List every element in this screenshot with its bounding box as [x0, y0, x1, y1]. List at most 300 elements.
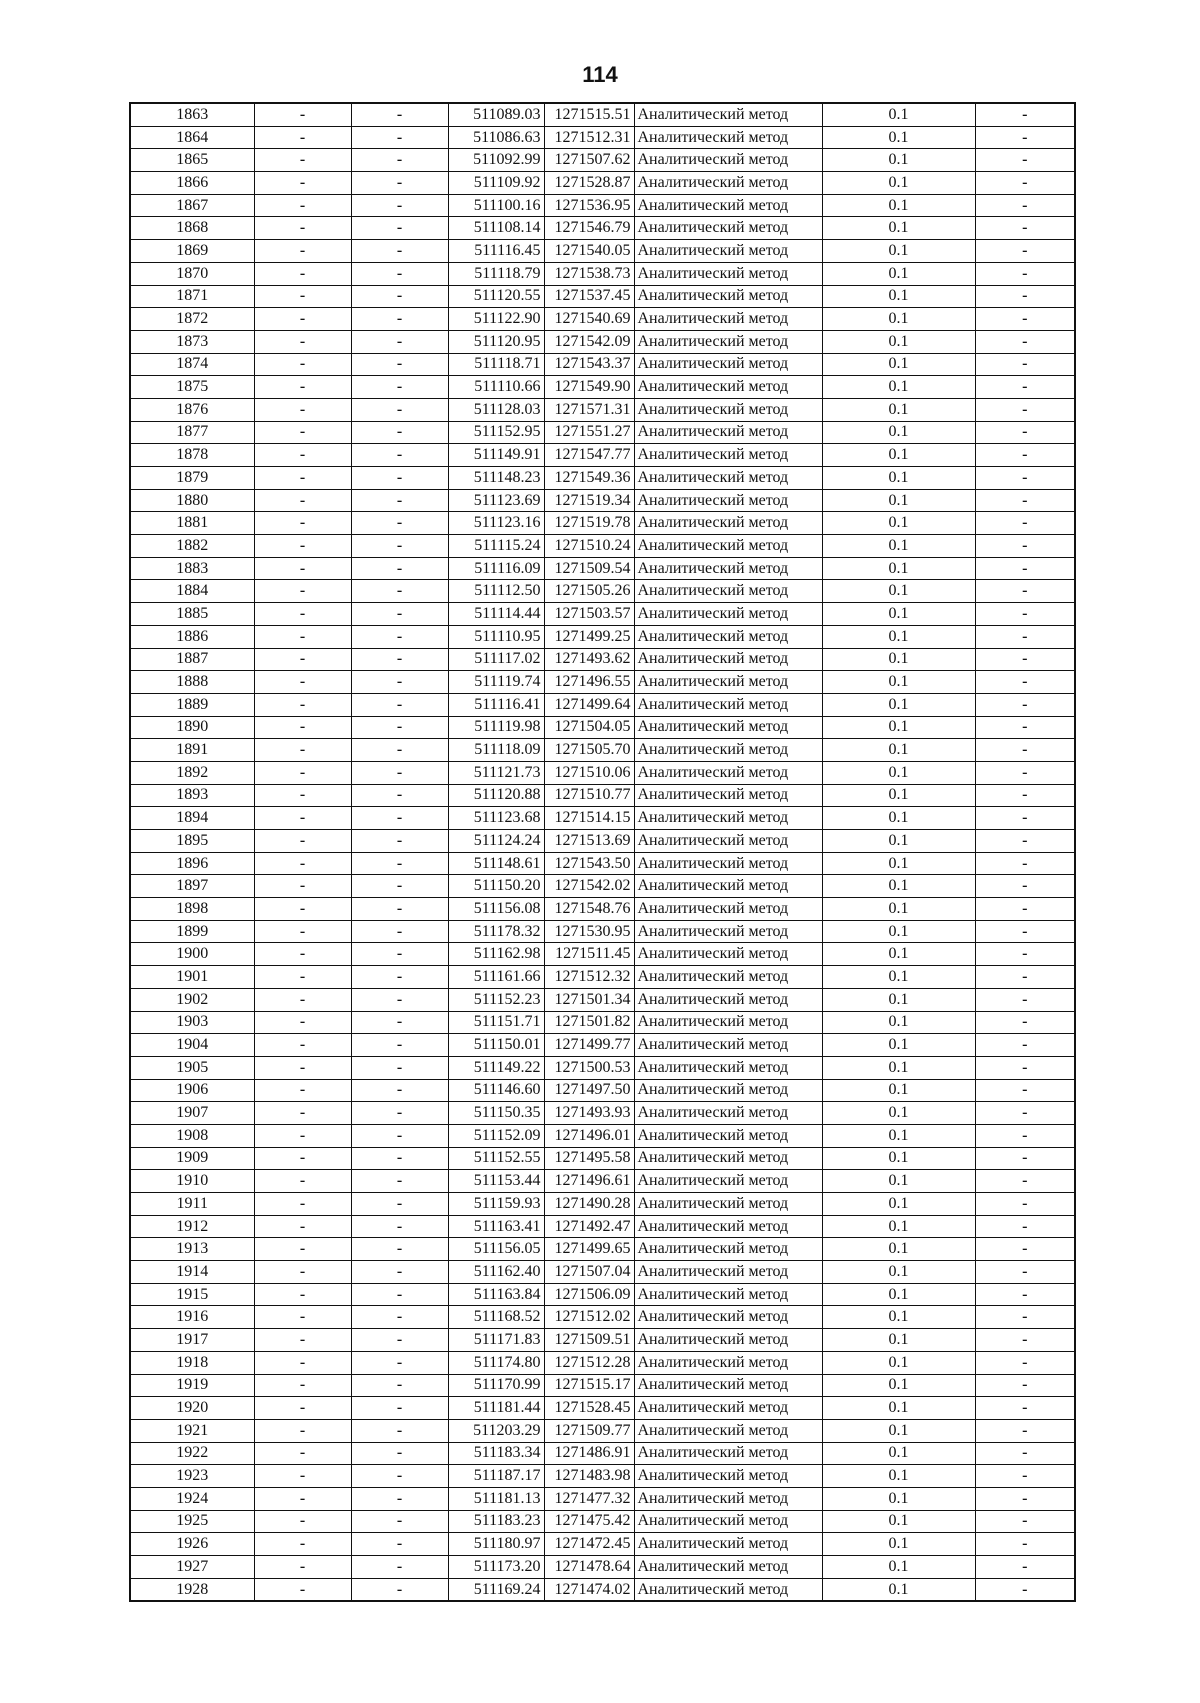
point-number-cell: 1924: [130, 1487, 254, 1510]
accuracy-cell: 0.1: [822, 240, 975, 263]
empty-cell-a: -: [254, 172, 351, 195]
accuracy-cell: 0.1: [822, 421, 975, 444]
y-coordinate-cell: 1271512.31: [544, 126, 634, 149]
y-coordinate-cell: 1271549.90: [544, 376, 634, 399]
table-row: [130, 194, 1075, 217]
empty-cell-c: -: [975, 1283, 1075, 1306]
y-coordinate-cell: 1271500.53: [544, 1056, 634, 1079]
point-number-cell: 1869: [130, 240, 254, 263]
point-number-cell: 1902: [130, 988, 254, 1011]
method-cell: Аналитический метод: [634, 988, 822, 1011]
table-row: [130, 285, 1075, 308]
table-row: [130, 716, 1075, 739]
empty-cell-a: -: [254, 648, 351, 671]
point-number-cell: 1926: [130, 1533, 254, 1556]
y-coordinate-cell: 1271477.32: [544, 1487, 634, 1510]
y-coordinate-cell: 1271549.36: [544, 467, 634, 490]
x-coordinate-cell: 511152.09: [448, 1124, 544, 1147]
method-cell: Аналитический метод: [634, 1465, 822, 1488]
empty-cell-c: -: [975, 1374, 1075, 1397]
accuracy-cell: 0.1: [822, 1578, 975, 1601]
empty-cell-c: -: [975, 625, 1075, 648]
empty-cell-b: -: [351, 512, 448, 535]
x-coordinate-cell: 511121.73: [448, 761, 544, 784]
empty-cell-a: -: [254, 467, 351, 490]
empty-cell-c: -: [975, 421, 1075, 444]
table-row: [130, 1465, 1075, 1488]
table-row: [130, 103, 1075, 126]
empty-cell-c: -: [975, 1238, 1075, 1261]
x-coordinate-cell: 511116.09: [448, 557, 544, 580]
point-number-cell: 1873: [130, 330, 254, 353]
method-cell: Аналитический метод: [634, 1556, 822, 1579]
method-cell: Аналитический метод: [634, 739, 822, 762]
table-row: [130, 807, 1075, 830]
method-cell: Аналитический метод: [634, 943, 822, 966]
point-number-cell: 1865: [130, 149, 254, 172]
x-coordinate-cell: 511114.44: [448, 603, 544, 626]
point-number-cell: 1925: [130, 1510, 254, 1533]
empty-cell-c: -: [975, 1442, 1075, 1465]
point-number-cell: 1908: [130, 1124, 254, 1147]
x-coordinate-cell: 511171.83: [448, 1329, 544, 1352]
point-number-cell: 1896: [130, 852, 254, 875]
y-coordinate-cell: 1271504.05: [544, 716, 634, 739]
empty-cell-c: -: [975, 1351, 1075, 1374]
empty-cell-a: -: [254, 512, 351, 535]
x-coordinate-cell: 511086.63: [448, 126, 544, 149]
accuracy-cell: 0.1: [822, 830, 975, 853]
y-coordinate-cell: 1271513.69: [544, 830, 634, 853]
empty-cell-c: -: [975, 398, 1075, 421]
accuracy-cell: 0.1: [822, 172, 975, 195]
accuracy-cell: 0.1: [822, 693, 975, 716]
y-coordinate-cell: 1271509.54: [544, 557, 634, 580]
method-cell: Аналитический метод: [634, 103, 822, 126]
method-cell: Аналитический метод: [634, 557, 822, 580]
point-number-cell: 1888: [130, 671, 254, 694]
empty-cell-a: -: [254, 353, 351, 376]
empty-cell-a: -: [254, 240, 351, 263]
point-number-cell: 1882: [130, 535, 254, 558]
empty-cell-c: -: [975, 580, 1075, 603]
empty-cell-c: -: [975, 807, 1075, 830]
empty-cell-a: -: [254, 1238, 351, 1261]
empty-cell-c: -: [975, 1578, 1075, 1601]
empty-cell-c: -: [975, 1419, 1075, 1442]
y-coordinate-cell: 1271493.62: [544, 648, 634, 671]
accuracy-cell: 0.1: [822, 1079, 975, 1102]
accuracy-cell: 0.1: [822, 557, 975, 580]
empty-cell-a: -: [254, 444, 351, 467]
method-cell: Аналитический метод: [634, 625, 822, 648]
empty-cell-b: -: [351, 444, 448, 467]
empty-cell-a: -: [254, 1533, 351, 1556]
y-coordinate-cell: 1271543.50: [544, 852, 634, 875]
empty-cell-c: -: [975, 1034, 1075, 1057]
method-cell: Аналитический метод: [634, 830, 822, 853]
empty-cell-b: -: [351, 1487, 448, 1510]
point-number-cell: 1889: [130, 693, 254, 716]
empty-cell-a: -: [254, 807, 351, 830]
point-number-cell: 1890: [130, 716, 254, 739]
empty-cell-a: -: [254, 149, 351, 172]
empty-cell-c: -: [975, 103, 1075, 126]
x-coordinate-cell: 511110.95: [448, 625, 544, 648]
empty-cell-a: -: [254, 966, 351, 989]
accuracy-cell: 0.1: [822, 512, 975, 535]
table-row: [130, 1419, 1075, 1442]
y-coordinate-cell: 1271510.06: [544, 761, 634, 784]
table-row: [130, 966, 1075, 989]
empty-cell-b: -: [351, 761, 448, 784]
empty-cell-a: -: [254, 943, 351, 966]
empty-cell-a: -: [254, 489, 351, 512]
empty-cell-b: -: [351, 1442, 448, 1465]
y-coordinate-cell: 1271537.45: [544, 285, 634, 308]
accuracy-cell: 0.1: [822, 535, 975, 558]
table-row: [130, 535, 1075, 558]
y-coordinate-cell: 1271519.78: [544, 512, 634, 535]
y-coordinate-cell: 1271490.28: [544, 1193, 634, 1216]
table-row: [130, 625, 1075, 648]
y-coordinate-cell: 1271474.02: [544, 1578, 634, 1601]
x-coordinate-cell: 511110.66: [448, 376, 544, 399]
x-coordinate-cell: 511159.93: [448, 1193, 544, 1216]
y-coordinate-cell: 1271510.77: [544, 784, 634, 807]
point-number-cell: 1899: [130, 920, 254, 943]
empty-cell-b: -: [351, 1306, 448, 1329]
method-cell: Аналитический метод: [634, 421, 822, 444]
empty-cell-b: -: [351, 1124, 448, 1147]
accuracy-cell: 0.1: [822, 1397, 975, 1420]
y-coordinate-cell: 1271496.55: [544, 671, 634, 694]
table-row: [130, 920, 1075, 943]
empty-cell-a: -: [254, 1170, 351, 1193]
empty-cell-b: -: [351, 716, 448, 739]
empty-cell-b: -: [351, 603, 448, 626]
table-row: [130, 1533, 1075, 1556]
table-row: [130, 1556, 1075, 1579]
point-number-cell: 1892: [130, 761, 254, 784]
empty-cell-b: -: [351, 671, 448, 694]
point-number-cell: 1881: [130, 512, 254, 535]
table-row: [130, 1261, 1075, 1284]
method-cell: Аналитический метод: [634, 603, 822, 626]
y-coordinate-cell: 1271495.58: [544, 1147, 634, 1170]
empty-cell-a: -: [254, 308, 351, 331]
empty-cell-a: -: [254, 398, 351, 421]
empty-cell-b: -: [351, 1533, 448, 1556]
y-coordinate-cell: 1271499.25: [544, 625, 634, 648]
empty-cell-b: -: [351, 1510, 448, 1533]
y-coordinate-cell: 1271486.91: [544, 1442, 634, 1465]
point-number-cell: 1876: [130, 398, 254, 421]
x-coordinate-cell: 511116.45: [448, 240, 544, 263]
table-row: [130, 603, 1075, 626]
table-row: [130, 988, 1075, 1011]
x-coordinate-cell: 511149.91: [448, 444, 544, 467]
empty-cell-a: -: [254, 875, 351, 898]
method-cell: Аналитический метод: [634, 126, 822, 149]
empty-cell-a: -: [254, 1056, 351, 1079]
x-coordinate-cell: 511150.35: [448, 1102, 544, 1125]
point-number-cell: 1874: [130, 353, 254, 376]
accuracy-cell: 0.1: [822, 988, 975, 1011]
table-row: [130, 489, 1075, 512]
table-row: [130, 648, 1075, 671]
point-number-cell: 1909: [130, 1147, 254, 1170]
empty-cell-a: -: [254, 1419, 351, 1442]
empty-cell-a: -: [254, 1578, 351, 1601]
y-coordinate-cell: 1271499.65: [544, 1238, 634, 1261]
empty-cell-a: -: [254, 1079, 351, 1102]
empty-cell-c: -: [975, 966, 1075, 989]
empty-cell-c: -: [975, 557, 1075, 580]
x-coordinate-cell: 511156.05: [448, 1238, 544, 1261]
point-number-cell: 1919: [130, 1374, 254, 1397]
empty-cell-b: -: [351, 194, 448, 217]
empty-cell-a: -: [254, 1329, 351, 1352]
empty-cell-b: -: [351, 1193, 448, 1216]
empty-cell-c: -: [975, 535, 1075, 558]
method-cell: Аналитический метод: [634, 1578, 822, 1601]
table-row: [130, 761, 1075, 784]
point-number-cell: 1894: [130, 807, 254, 830]
point-number-cell: 1871: [130, 285, 254, 308]
y-coordinate-cell: 1271512.28: [544, 1351, 634, 1374]
y-coordinate-cell: 1271501.82: [544, 1011, 634, 1034]
method-cell: Аналитический метод: [634, 1170, 822, 1193]
method-cell: Аналитический метод: [634, 512, 822, 535]
empty-cell-c: -: [975, 671, 1075, 694]
accuracy-cell: 0.1: [822, 467, 975, 490]
point-number-cell: 1880: [130, 489, 254, 512]
accuracy-cell: 0.1: [822, 1124, 975, 1147]
point-number-cell: 1887: [130, 648, 254, 671]
table-row: [130, 1193, 1075, 1216]
accuracy-cell: 0.1: [822, 1419, 975, 1442]
empty-cell-c: -: [975, 240, 1075, 263]
empty-cell-c: -: [975, 1056, 1075, 1079]
empty-cell-a: -: [254, 285, 351, 308]
y-coordinate-cell: 1271571.31: [544, 398, 634, 421]
empty-cell-b: -: [351, 1374, 448, 1397]
y-coordinate-cell: 1271478.64: [544, 1556, 634, 1579]
x-coordinate-cell: 511161.66: [448, 966, 544, 989]
empty-cell-c: -: [975, 172, 1075, 195]
y-coordinate-cell: 1271547.77: [544, 444, 634, 467]
point-number-cell: 1875: [130, 376, 254, 399]
empty-cell-a: -: [254, 1374, 351, 1397]
point-number-cell: 1917: [130, 1329, 254, 1352]
accuracy-cell: 0.1: [822, 489, 975, 512]
empty-cell-c: -: [975, 852, 1075, 875]
method-cell: Аналитический метод: [634, 671, 822, 694]
empty-cell-b: -: [351, 580, 448, 603]
table-row: [130, 1442, 1075, 1465]
accuracy-cell: 0.1: [822, 126, 975, 149]
table-row: [130, 444, 1075, 467]
empty-cell-a: -: [254, 1487, 351, 1510]
empty-cell-c: -: [975, 1465, 1075, 1488]
empty-cell-b: -: [351, 240, 448, 263]
x-coordinate-cell: 511124.24: [448, 830, 544, 853]
accuracy-cell: 0.1: [822, 1351, 975, 1374]
accuracy-cell: 0.1: [822, 1533, 975, 1556]
empty-cell-a: -: [254, 535, 351, 558]
accuracy-cell: 0.1: [822, 1374, 975, 1397]
method-cell: Аналитический метод: [634, 353, 822, 376]
empty-cell-a: -: [254, 603, 351, 626]
empty-cell-a: -: [254, 1556, 351, 1579]
empty-cell-b: -: [351, 398, 448, 421]
accuracy-cell: 0.1: [822, 966, 975, 989]
x-coordinate-cell: 511120.95: [448, 330, 544, 353]
method-cell: Аналитический метод: [634, 1056, 822, 1079]
x-coordinate-cell: 511156.08: [448, 898, 544, 921]
empty-cell-b: -: [351, 535, 448, 558]
y-coordinate-cell: 1271512.02: [544, 1306, 634, 1329]
empty-cell-a: -: [254, 262, 351, 285]
empty-cell-b: -: [351, 625, 448, 648]
table-row: [130, 1283, 1075, 1306]
point-number-cell: 1907: [130, 1102, 254, 1125]
empty-cell-c: -: [975, 1487, 1075, 1510]
table-row: [130, 557, 1075, 580]
x-coordinate-cell: 511149.22: [448, 1056, 544, 1079]
method-cell: Аналитический метод: [634, 1124, 822, 1147]
y-coordinate-cell: 1271546.79: [544, 217, 634, 240]
table-row: [130, 671, 1075, 694]
empty-cell-b: -: [351, 1261, 448, 1284]
point-number-cell: 1911: [130, 1193, 254, 1216]
table-row: [130, 580, 1075, 603]
table-row: [130, 1374, 1075, 1397]
empty-cell-b: -: [351, 467, 448, 490]
x-coordinate-cell: 511180.97: [448, 1533, 544, 1556]
method-cell: Аналитический метод: [634, 1215, 822, 1238]
accuracy-cell: 0.1: [822, 1306, 975, 1329]
accuracy-cell: 0.1: [822, 603, 975, 626]
method-cell: Аналитический метод: [634, 535, 822, 558]
empty-cell-c: -: [975, 1079, 1075, 1102]
x-coordinate-cell: 511153.44: [448, 1170, 544, 1193]
empty-cell-a: -: [254, 739, 351, 762]
accuracy-cell: 0.1: [822, 1011, 975, 1034]
empty-cell-b: -: [351, 739, 448, 762]
empty-cell-c: -: [975, 308, 1075, 331]
x-coordinate-cell: 511100.16: [448, 194, 544, 217]
empty-cell-b: -: [351, 1283, 448, 1306]
method-cell: Аналитический метод: [634, 761, 822, 784]
empty-cell-b: -: [351, 943, 448, 966]
method-cell: Аналитический метод: [634, 716, 822, 739]
method-cell: Аналитический метод: [634, 807, 822, 830]
empty-cell-c: -: [975, 149, 1075, 172]
table-row: [130, 1034, 1075, 1057]
x-coordinate-cell: 511118.09: [448, 739, 544, 762]
method-cell: Аналитический метод: [634, 1442, 822, 1465]
accuracy-cell: 0.1: [822, 353, 975, 376]
empty-cell-a: -: [254, 1510, 351, 1533]
method-cell: Аналитический метод: [634, 194, 822, 217]
table-row: [130, 739, 1075, 762]
accuracy-cell: 0.1: [822, 716, 975, 739]
empty-cell-b: -: [351, 1215, 448, 1238]
method-cell: Аналитический метод: [634, 875, 822, 898]
point-number-cell: 1922: [130, 1442, 254, 1465]
empty-cell-b: -: [351, 875, 448, 898]
empty-cell-b: -: [351, 308, 448, 331]
accuracy-cell: 0.1: [822, 1238, 975, 1261]
empty-cell-c: -: [975, 784, 1075, 807]
empty-cell-c: -: [975, 1397, 1075, 1420]
empty-cell-b: -: [351, 1465, 448, 1488]
accuracy-cell: 0.1: [822, 217, 975, 240]
method-cell: Аналитический метод: [634, 920, 822, 943]
x-coordinate-cell: 511181.44: [448, 1397, 544, 1420]
x-coordinate-cell: 511152.95: [448, 421, 544, 444]
table-row: [130, 149, 1075, 172]
empty-cell-c: -: [975, 761, 1075, 784]
y-coordinate-cell: 1271472.45: [544, 1533, 634, 1556]
table-row: [130, 898, 1075, 921]
empty-cell-b: -: [351, 1556, 448, 1579]
empty-cell-c: -: [975, 489, 1075, 512]
coordinates-table: [129, 102, 1076, 1602]
method-cell: Аналитический метод: [634, 330, 822, 353]
y-coordinate-cell: 1271492.47: [544, 1215, 634, 1238]
accuracy-cell: 0.1: [822, 671, 975, 694]
x-coordinate-cell: 511203.29: [448, 1419, 544, 1442]
empty-cell-c: -: [975, 943, 1075, 966]
empty-cell-b: -: [351, 217, 448, 240]
x-coordinate-cell: 511173.20: [448, 1556, 544, 1579]
x-coordinate-cell: 511119.98: [448, 716, 544, 739]
empty-cell-c: -: [975, 648, 1075, 671]
method-cell: Аналитический метод: [634, 262, 822, 285]
accuracy-cell: 0.1: [822, 103, 975, 126]
y-coordinate-cell: 1271511.45: [544, 943, 634, 966]
empty-cell-a: -: [254, 852, 351, 875]
method-cell: Аналитический метод: [634, 489, 822, 512]
empty-cell-c: -: [975, 898, 1075, 921]
y-coordinate-cell: 1271509.51: [544, 1329, 634, 1352]
table-row: [130, 1079, 1075, 1102]
y-coordinate-cell: 1271475.42: [544, 1510, 634, 1533]
y-coordinate-cell: 1271538.73: [544, 262, 634, 285]
y-coordinate-cell: 1271483.98: [544, 1465, 634, 1488]
point-number-cell: 1893: [130, 784, 254, 807]
empty-cell-c: -: [975, 1510, 1075, 1533]
point-number-cell: 1906: [130, 1079, 254, 1102]
x-coordinate-cell: 511151.71: [448, 1011, 544, 1034]
point-number-cell: 1885: [130, 603, 254, 626]
point-number-cell: 1879: [130, 467, 254, 490]
accuracy-cell: 0.1: [822, 285, 975, 308]
table-row: [130, 376, 1075, 399]
y-coordinate-cell: 1271551.27: [544, 421, 634, 444]
empty-cell-a: -: [254, 625, 351, 648]
empty-cell-b: -: [351, 262, 448, 285]
x-coordinate-cell: 511120.88: [448, 784, 544, 807]
method-cell: Аналитический метод: [634, 1034, 822, 1057]
point-number-cell: 1895: [130, 830, 254, 853]
table-row: [130, 1578, 1075, 1601]
point-number-cell: 1868: [130, 217, 254, 240]
y-coordinate-cell: 1271543.37: [544, 353, 634, 376]
